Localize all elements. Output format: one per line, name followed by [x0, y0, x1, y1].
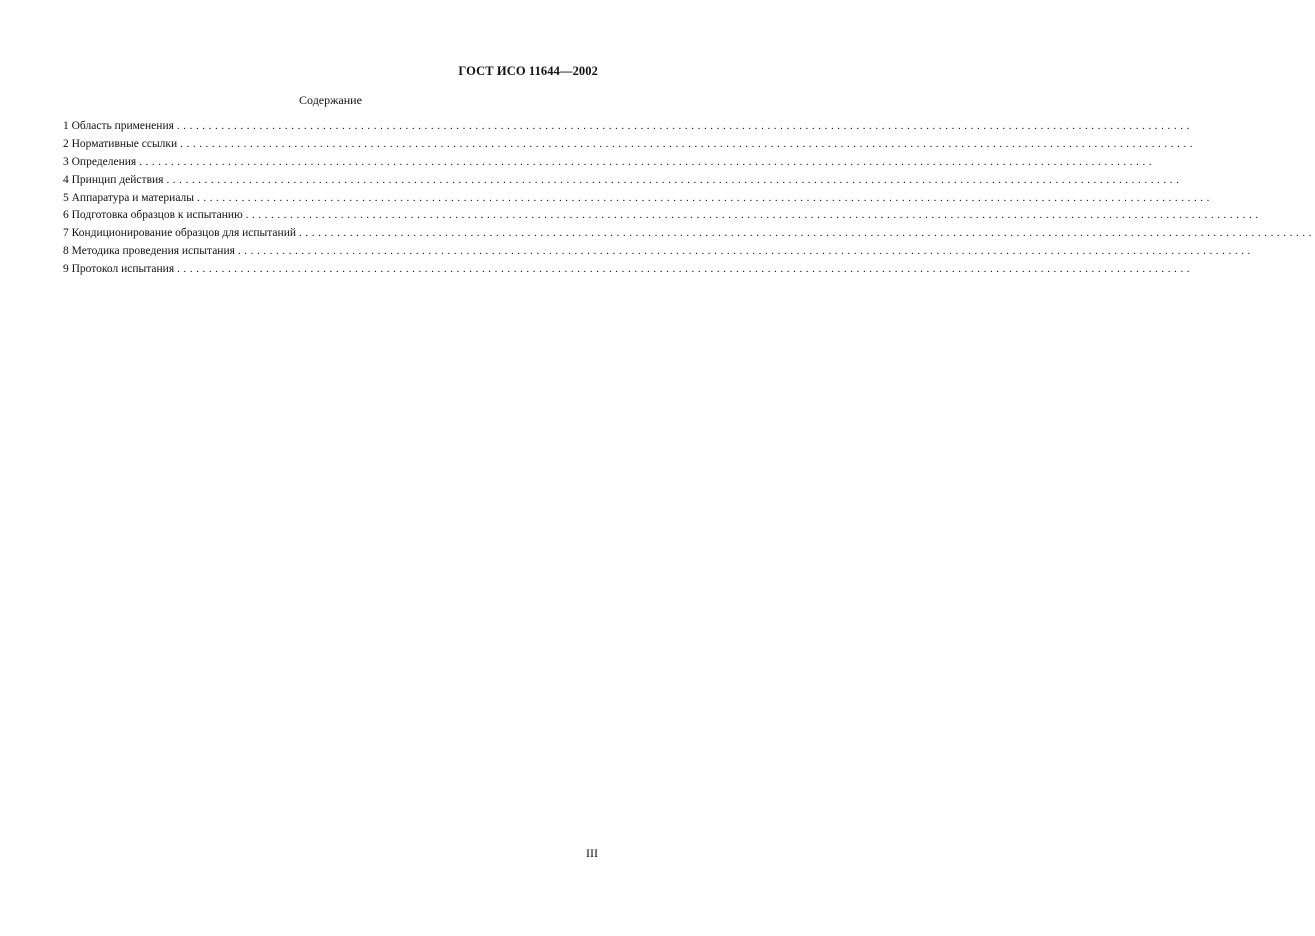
toc-dot-leader: ................................................................................................................................................................ — [245, 209, 1262, 222]
page-number: III — [586, 846, 598, 860]
toc-dot-leader: ................................................................................................................................................................ — [177, 263, 1194, 276]
toc-dot-leader: ................................................................................................................................................................ — [237, 245, 1254, 258]
toc-item — [63, 261, 1194, 279]
document-code: ГОСТ ИСО 11644—2002 — [458, 64, 598, 78]
toc-dot-leader: ................................................................................................................................................................ — [176, 120, 1193, 132]
toc-item — [63, 225, 1315, 243]
toc-item — [63, 172, 1183, 190]
toc-item-label: 6 Подготовка образцов к испытанию — [63, 209, 243, 222]
toc-dot-leader: ................................................................................................................................................................ — [139, 155, 1156, 168]
toc-item-label: 4 Принцип действия — [63, 173, 164, 186]
toc-list — [63, 118, 1315, 279]
toc-item — [63, 190, 1213, 208]
toc-item — [63, 243, 1254, 261]
toc-item-label: 5 Аппаратура и материалы — [63, 191, 194, 204]
toc-title: Содержание — [299, 93, 362, 107]
toc-item-label: 3 Определения — [63, 155, 137, 168]
toc-item-label: 8 Методика проведения испытания — [63, 245, 235, 258]
toc-item-label: 7 Кондиционирование образцов для испытаний — [63, 227, 297, 240]
toc-dot-leader: ................................................................................................................................................................ — [299, 227, 1315, 240]
toc-item-label: 1 Область применения — [63, 120, 174, 132]
toc-dot-leader: ................................................................................................................................................................ — [166, 173, 1183, 186]
toc-item — [63, 207, 1262, 225]
toc-item — [63, 118, 1193, 136]
toc-item — [63, 154, 1156, 172]
toc-dot-leader: ................................................................................................................................................................ — [180, 137, 1197, 150]
toc-item-label: 2 Нормативные ссылки — [63, 137, 178, 150]
toc-item-label: 9 Протокол испытания — [63, 263, 175, 276]
toc-item — [63, 136, 1197, 154]
toc-dot-leader: ................................................................................................................................................................ — [197, 191, 1213, 204]
